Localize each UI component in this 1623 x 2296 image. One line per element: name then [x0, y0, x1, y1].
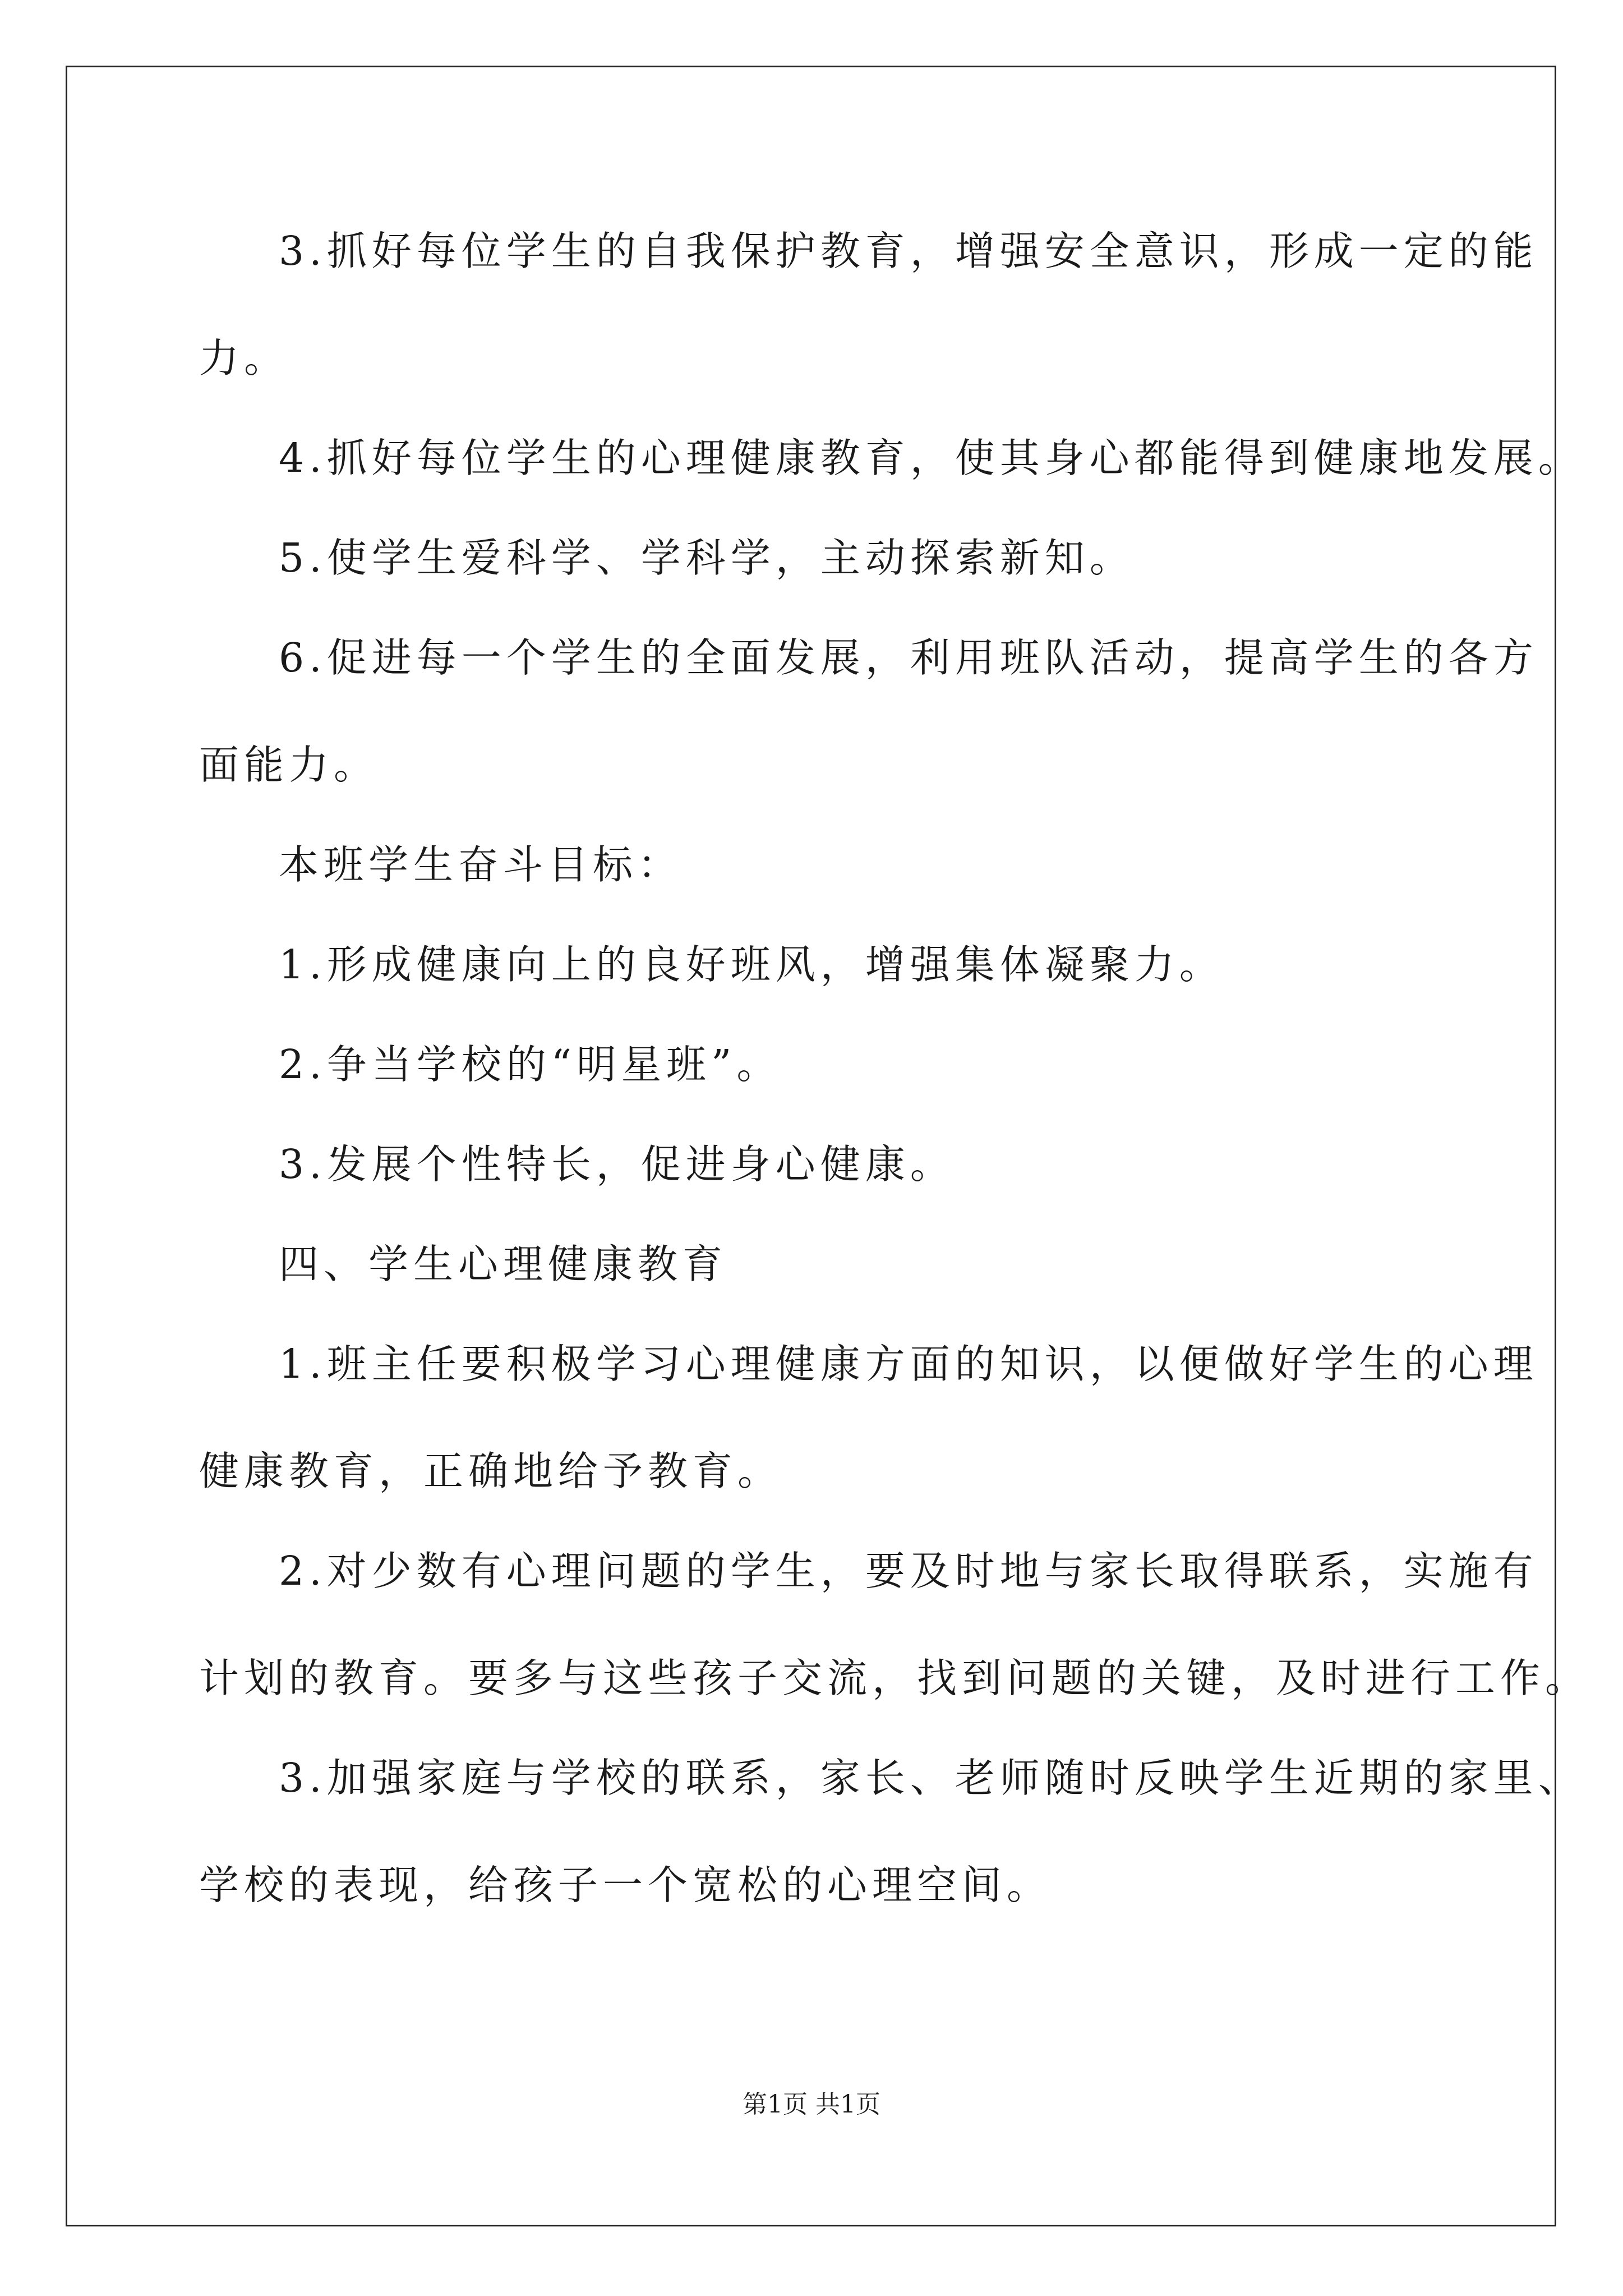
paragraph-line: 6.促进每一个学生的全面发展，利用班队活动，提高学生的各方: [279, 634, 1538, 681]
paragraph: [199, 1237, 1433, 1291]
paragraph: [199, 1038, 1433, 1092]
paragraph: [199, 838, 1433, 892]
paragraph: [199, 1337, 1538, 1498]
paragraph-line: 2.争当学校的“明星班”。: [279, 1041, 782, 1088]
document-body: [199, 224, 1590, 1958]
paragraph: [199, 224, 1538, 385]
paragraph: [199, 1544, 1590, 1705]
paragraph-line: 健康教育，正确地给予教育。: [199, 1448, 783, 1494]
paragraph-line: 3.加强家庭与学校的联系，家长、老师随时反映学生近期的家里、: [279, 1755, 1583, 1801]
paragraph: [199, 631, 1538, 792]
paragraph-line: 5.使学生爱科学、学科学，主动探索新知。: [279, 535, 1135, 581]
section-heading: 四、学生心理健康教育: [279, 1241, 728, 1287]
paragraph: [199, 431, 1583, 485]
paragraph: [199, 531, 1433, 585]
paragraph-line: 力。: [199, 335, 289, 381]
paragraph-line: 3.发展个性特长，促进身心健康。: [279, 1141, 955, 1188]
paragraph-line: 学校的表现，给孩子一个宽松的心理空间。: [199, 1862, 1052, 1908]
page-footer: 第1页 共1页: [743, 2090, 880, 2119]
paragraph: [199, 938, 1433, 992]
paragraph-line: 2.对少数有心理问题的学生，要及时地与家长取得联系，实施有: [279, 1548, 1538, 1594]
section-heading: 本班学生奋斗目标：: [279, 841, 683, 888]
paragraph: [199, 1751, 1583, 1912]
paragraph-line: 3.抓好每位学生的自我保护教育，增强安全意识，形成一定的能: [279, 228, 1538, 274]
paragraph-line: 1.班主任要积极学习心理健康方面的知识，以便做好学生的心理: [279, 1341, 1538, 1387]
paragraph-line: 1.形成健康向上的良好班风，增强集体凝聚力。: [279, 941, 1224, 988]
paragraph: [199, 1138, 1433, 1191]
paragraph-line: 4.抓好每位学生的心理健康教育，使其身心都能得到健康地发展。: [279, 435, 1583, 481]
paragraph-line: 计划的教育。要多与这些孩子交流，找到问题的关键，及时进行工作。: [199, 1655, 1590, 1701]
paragraph-line: 面能力。: [199, 742, 379, 788]
